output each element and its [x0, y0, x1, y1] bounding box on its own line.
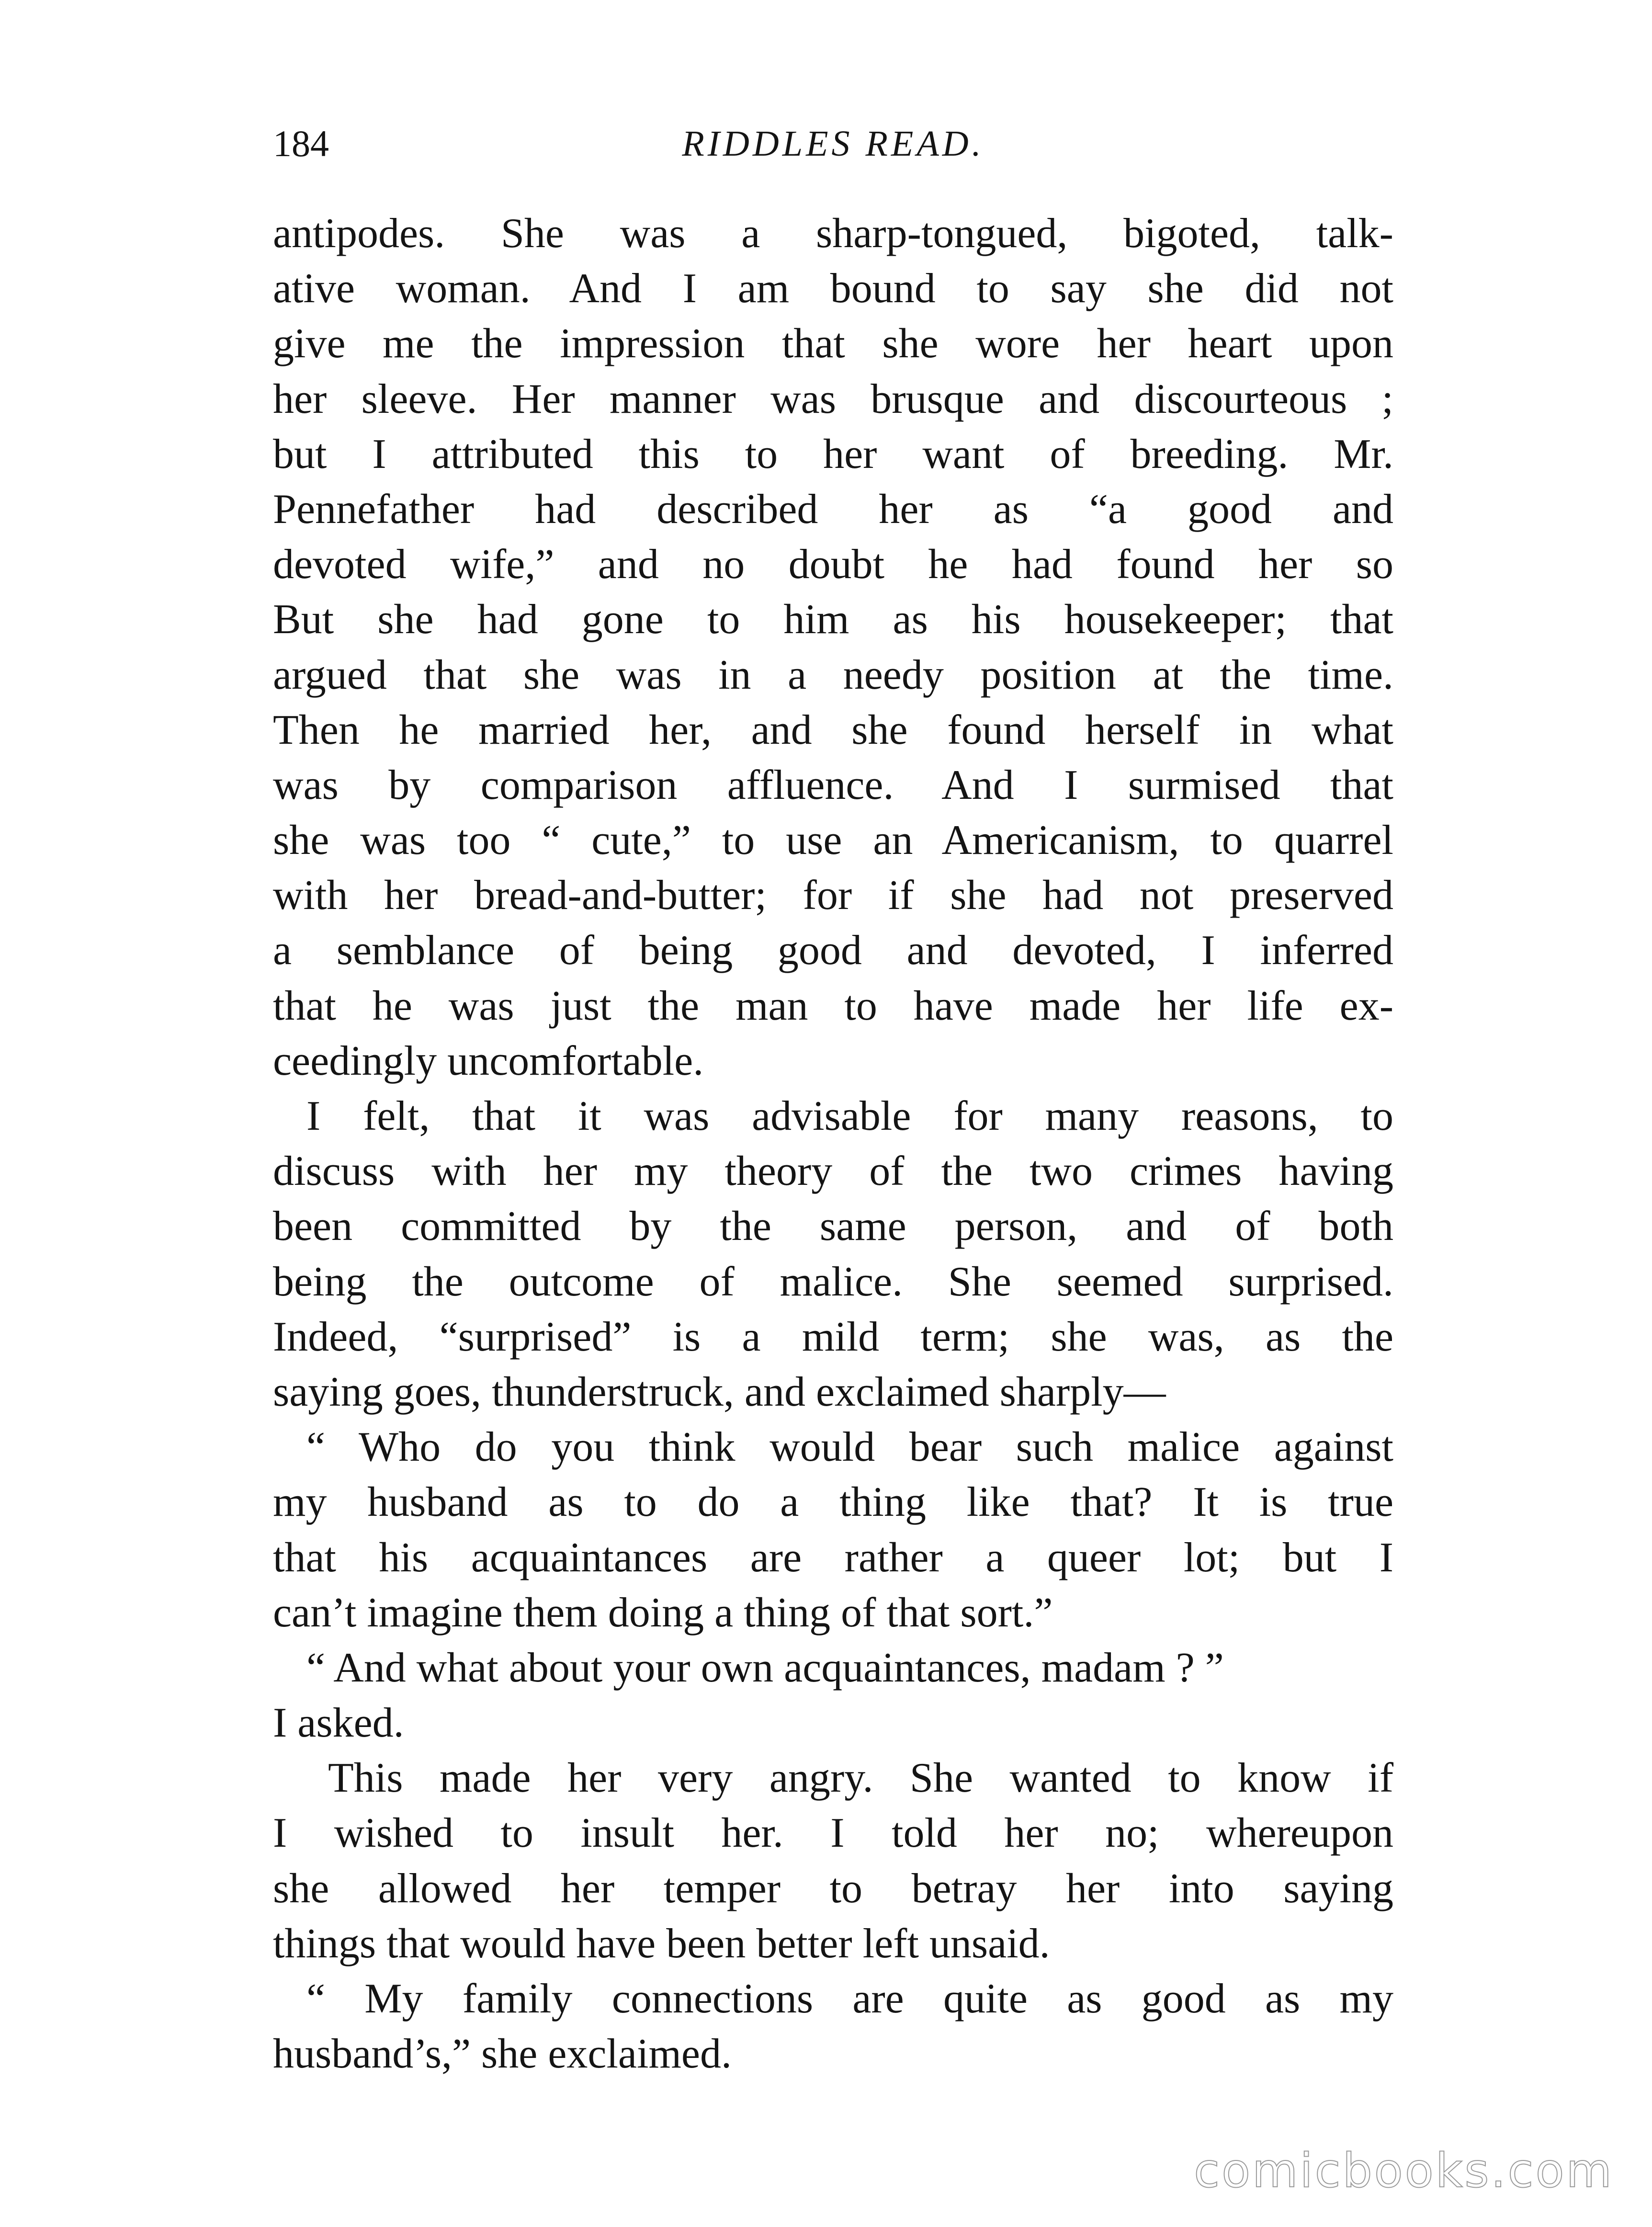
text-line: I felt, that it was advisable for many reasons, to — [306, 1093, 1393, 1139]
text-line: devoted wife,” and no doubt he had found her so — [273, 541, 1393, 588]
text-line: she allowed her temper to betray her into saying — [273, 1865, 1393, 1912]
text-line: with her bread-and-butter; for if she had not preserved — [273, 872, 1393, 919]
text-line: Then he married her, and she found herself in what — [273, 706, 1393, 753]
text-line: that his acquaintances are rather a queer lot; but I — [273, 1534, 1393, 1581]
text-line: she was too “ cute,” to use an Americanism, to quarrel — [273, 817, 1393, 864]
text-line: was by comparison affluence. And I surmised that — [273, 761, 1393, 808]
text-line: discuss with her my theory of the two crimes having — [273, 1148, 1393, 1195]
watermark: comicbooks.com — [1194, 2144, 1614, 2198]
body-text — [273, 206, 1393, 2081]
text-line: that he was just the man to have made her life ex- — [273, 982, 1393, 1029]
text-line: Indeed, “surprised” is a mild term; she was, as the — [273, 1313, 1393, 1360]
text-line: but I attributed this to her want of breeding. Mr. — [273, 431, 1393, 477]
text-line: give me the impression that she wore her heart upon — [273, 320, 1393, 367]
text-line: This made her very angry. She wanted to know if — [328, 1755, 1393, 1802]
text-line: I wished to insult her. I told her no; whereupon — [273, 1810, 1393, 1857]
page-number: 184 — [273, 123, 329, 164]
text-line: been committed by the same person, and of both — [273, 1203, 1393, 1250]
running-head — [273, 115, 1393, 172]
text-line: her sleeve. Her manner was brusque and discourteous ; — [273, 375, 1393, 422]
text-line: a semblance of being good and devoted, I inferred — [273, 927, 1393, 974]
text-line: “ And what about your own acquaintances, madam ? ” — [306, 1644, 1224, 1691]
text-line: “ My family connections are quite as good as my — [306, 1976, 1393, 2022]
text-line: argued that she was in a needy position at the time. — [273, 651, 1393, 698]
text-line: ative woman. And I am bound to say she did not — [273, 265, 1393, 312]
text-line: my husband as to do a thing like that? It is true — [273, 1479, 1393, 1526]
text-line: “ Who do you think would bear such malice against — [306, 1424, 1393, 1471]
text-line: things that would have been better left unsaid. — [273, 1920, 1050, 1967]
text-line: antipodes. She was a sharp-tongued, bigoted, talk- — [273, 210, 1393, 257]
text-line: Pennefather had described her as “a good and — [273, 486, 1393, 533]
text-line: husband’s,” she exclaimed. — [273, 2031, 732, 2078]
text-line: being the outcome of malice. She seemed surprised. — [273, 1258, 1393, 1305]
text-line: can’t imagine them doing a thing of that sort.” — [273, 1589, 1053, 1636]
text-line: I asked. — [273, 1700, 404, 1747]
text-line: But she had gone to him as his housekeeper; that — [273, 596, 1393, 643]
running-title: RIDDLES READ. — [682, 124, 984, 164]
text-line: ceedingly uncomfortable. — [273, 1037, 704, 1084]
text-line: saying goes, thunderstruck, and exclaimed sharply— — [273, 1368, 1166, 1415]
